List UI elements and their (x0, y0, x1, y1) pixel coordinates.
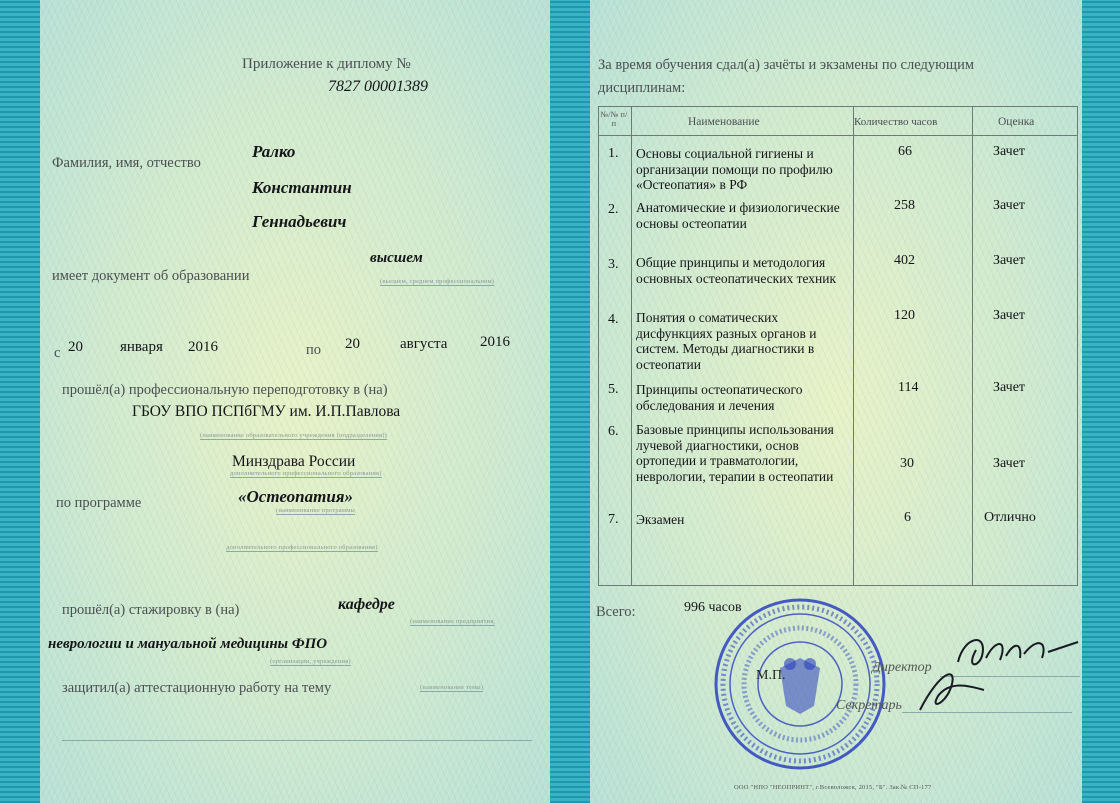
col-grade-header: Оценка (998, 116, 1035, 128)
row-num: 5. (608, 382, 619, 397)
heading-line-1: За время обучения сдал(а) зачёты и экзамены по следующим (598, 57, 975, 73)
row-num: 7. (608, 512, 619, 527)
ministry: Минздрава России (232, 453, 356, 470)
retraining-label: прошёл(а) профессиональную переподготовку в (на) (62, 382, 388, 398)
row-hours: 402 (894, 253, 915, 268)
education-label: имеет документ об образовании (52, 268, 250, 284)
first-name: Константин (252, 178, 352, 197)
surname: Ралко (252, 142, 296, 161)
program-label: по программе (56, 495, 142, 511)
mp-label: М.П. (756, 668, 786, 683)
department: неврологии и мануальной медицины ФПО (48, 636, 328, 652)
ministry-hint: дополнительного профессионального образования) (230, 470, 382, 477)
row-grade: Зачет (993, 456, 1026, 471)
row-grade: Зачет (993, 380, 1026, 395)
col-hours-header: Количество часов (854, 116, 938, 128)
program-hint-2: дополнительного профессионального образования) (226, 544, 378, 551)
printer-note: ООО "НПО "НЕОПРИНТ", г.Всеволожск, 2015, "Б". Зак.№ СП-177 (734, 784, 932, 791)
heading-line-2: дисциплинам: (598, 80, 686, 96)
row-grade: Зачет (993, 198, 1026, 213)
secretary-signature (910, 660, 990, 720)
row-name: Основы социальной гигиены и организации помощи по профилю «Остеопатия» в РФ (636, 146, 833, 192)
appendix-label: Приложение к диплому № (242, 56, 411, 72)
row-num: 3. (608, 257, 619, 272)
row-grade: Отлично (984, 510, 1036, 525)
left-border (0, 0, 40, 803)
row-name: Принципы остеопатического обследования и лечения (636, 382, 803, 413)
total-label: Всего: (596, 604, 636, 620)
to-day: 20 (345, 336, 360, 352)
table-row (598, 146, 1076, 200)
to-prefix: по (306, 342, 322, 358)
director-label: Директор (872, 660, 932, 675)
row-name: Экзамен (636, 512, 685, 527)
official-seal (710, 594, 890, 774)
right-border (1082, 0, 1120, 803)
row-name: Базовые принципы использования лучевой диагностики, основ ортопедии и травматологии, неврологии, терапии в остеопатии (636, 422, 834, 484)
row-grade: Зачет (993, 308, 1026, 323)
education-value: высшем (370, 250, 423, 266)
row-grade: Зачет (993, 144, 1026, 159)
row-name: Общие принципы и методология основных остеопатических техник (636, 255, 837, 286)
program-hint: (наименование программы (276, 507, 356, 514)
row-num: 2. (608, 202, 619, 217)
internship-hint: (наименование предприятия, (410, 618, 496, 625)
right-page (590, 0, 1082, 803)
row-num: 1. (608, 146, 619, 161)
from-day: 20 (68, 339, 83, 355)
col-num-header: №/№ п/п (600, 110, 628, 128)
department-hint: (организации, учреждения) (270, 658, 351, 665)
row-name: Анатомические и физиологические основы остеопатии (636, 200, 840, 231)
table-row (598, 200, 1076, 254)
row-grade: Зачет (993, 253, 1026, 268)
row-hours: 6 (904, 510, 911, 525)
table-row (598, 512, 1076, 536)
table-row (598, 422, 1076, 512)
patronymic: Геннадьевич (252, 212, 347, 231)
row-hours: 114 (898, 380, 919, 395)
program-value: «Остеопатия» (238, 487, 354, 506)
row-num: 4. (608, 312, 619, 327)
table-row (598, 255, 1076, 309)
institution-hint: (наименование образовательного учреждения (подразделения)) (200, 432, 387, 439)
institution: ГБОУ ВПО ПСПбГМУ им. И.П.Павлова (132, 403, 401, 420)
row-hours: 30 (900, 456, 914, 471)
left-page (40, 0, 550, 803)
row-hours: 120 (894, 308, 915, 323)
row-hours: 66 (898, 144, 912, 159)
from-month: января (120, 339, 163, 355)
row-name: Понятия о соматических дисфункциях разных органов и систем. Методы диагностики в остеопатии (636, 310, 817, 372)
total-value: 996 часов (684, 600, 742, 615)
center-border (550, 0, 590, 803)
from-prefix: с (54, 345, 61, 361)
secretary-label: Секретарь (836, 698, 902, 713)
internship-value: кафедре (338, 596, 395, 613)
table-row (598, 310, 1076, 382)
col-name-header: Наименование (688, 116, 760, 128)
appendix-number: 7827 00001389 (328, 78, 428, 95)
row-hours: 258 (894, 198, 915, 213)
fio-label: Фамилия, имя, отчество (52, 155, 201, 171)
thesis-hint: (наименование темы) (420, 684, 484, 691)
table-row (598, 382, 1076, 420)
internship-label: прошёл(а) стажировку в (на) (62, 602, 240, 618)
to-month: августа (400, 336, 448, 352)
thesis-line (62, 740, 532, 741)
to-year: 2016 (480, 334, 510, 350)
education-hint: (высшем, среднем профессиональном) (380, 278, 495, 285)
row-num: 6. (608, 424, 619, 439)
from-year: 2016 (188, 339, 218, 355)
thesis-label: защитил(а) аттестационную работу на тему (62, 680, 332, 696)
